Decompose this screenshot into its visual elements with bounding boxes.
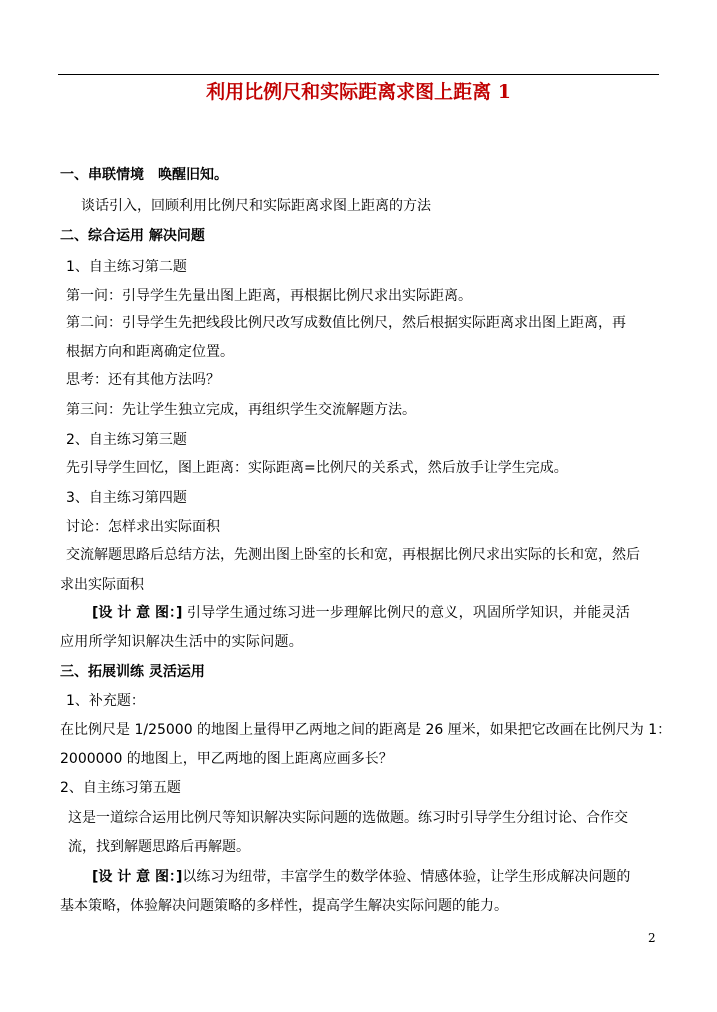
design-intent-text: 应用所学知识解决生活中的实际问题。 — [60, 634, 304, 650]
paragraph-line: 根据方向和距离确定位置。 — [66, 344, 234, 360]
paragraph-line: 谈话引入，回顾利用比例尺和实际距离求图上距离的方法 — [81, 198, 431, 214]
paragraph-line: 1、补充题： — [66, 693, 145, 709]
paragraph-line: 第二问：引导学生先把线段比例尺改写成数值比例尺，然后根据实际距离求出图上距离，再 — [66, 315, 626, 331]
design-intent-text: 引导学生通过练习进一步理解比例尺的意义，巩固所学知识，并能灵活 — [186, 605, 631, 621]
paragraph-line: 这是一道综合运用比例尺等知识解决实际问题的选做题。练习时引导学生分组讨论、合作交 — [68, 810, 628, 826]
paragraph-line: 交流解题思路后总结方法，先测出图上卧室的长和宽，再根据比例尺求出实际的长和宽，然后 — [66, 547, 640, 563]
paragraph-line: 流，找到解题思路后再解题。 — [68, 839, 250, 855]
paragraph-line: 3、自主练习第四题 — [66, 490, 187, 506]
paragraph-line: 第一问：引导学生先量出图上距离，再根据比例尺求出实际距离。 — [66, 288, 472, 304]
paragraph-line: 2、自主练习第三题 — [66, 432, 187, 448]
paragraph-line: 讨论：怎样求出实际面积 — [66, 519, 220, 535]
paragraph-line: 1、自主练习第二题 — [66, 259, 187, 275]
section-3-heading: 三、拓展训练 灵活运用 — [60, 664, 205, 680]
paragraph-line: 第三问：先让学生独立完成，再组织学生交流解题方法。 — [66, 402, 416, 418]
design-intent-line — [92, 604, 630, 622]
document-title: 利用比例尺和实际距离求图上距离 1 — [206, 81, 511, 103]
design-intent-label: [设 计 意 图：] — [92, 605, 183, 621]
page-number: 2 — [648, 931, 656, 945]
paragraph-line: 思考：还有其他方法吗？ — [66, 372, 220, 388]
paragraph-line: 求出实际面积 — [60, 577, 144, 593]
design-intent-text: 以练习为纽带，丰富学生的数学体验、情感体验，让学生形成解决问题的 — [182, 869, 631, 885]
section-2-heading: 二、综合运用 解决问题 — [60, 228, 205, 244]
design-intent-line — [92, 868, 630, 886]
design-intent-text: 基本策略，体验解决问题策略的多样性，提高学生解决实际问题的能力。 — [60, 898, 508, 914]
design-intent-label: [设 计 意 图：] — [92, 869, 183, 885]
header-rule — [58, 74, 659, 75]
section-1-heading: 一、串联情境 唤醒旧知。 — [60, 167, 228, 183]
paragraph-line: 先引导学生回忆，图上距离：实际距离=比例尺的关系式，然后放手让学生完成。 — [66, 460, 568, 476]
paragraph-line: 在比例尺是 1/25000 的地图上量得甲乙两地之间的距离是 26 厘米，如果把它改画在比例尺为 1： — [60, 722, 672, 738]
paragraph-line: 2000000 的地图上，甲乙两地的图上距离应画多长？ — [60, 751, 393, 767]
paragraph-line: 2、自主练习第五题 — [60, 780, 181, 796]
